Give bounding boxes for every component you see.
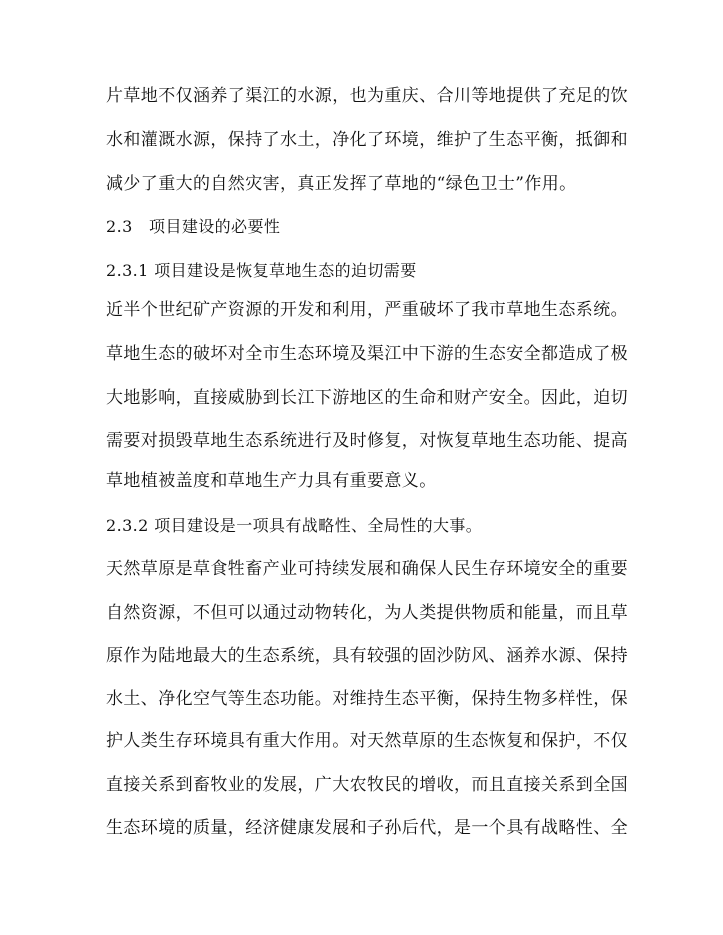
paragraph-line: 片草地不仅涵养了渠江的水源，也为重庆、合川等地提供了充足的饮: [106, 86, 628, 106]
paragraph-line: 水土、净化空气等生态功能。对维持生态平衡，保持生物多样性，保: [106, 689, 628, 709]
paragraph-line: 水和灌溉水源，保持了水土，净化了环境，维护了生态平衡，抵御和: [106, 130, 628, 150]
paragraph-line: 草地植被盖度和草地生产力具有重要意义。: [106, 471, 437, 491]
subsection-heading: 2.3.1 项目建设是恢复草地生态的迫切需要: [106, 261, 417, 280]
paragraph-line: 大地影响，直接威胁到长江下游地区的生命和财产安全。因此，迫切: [106, 388, 628, 408]
paragraph-line: 原作为陆地最大的生态系统，具有较强的固沙防风、涵养水源、保持: [106, 646, 628, 666]
paragraph-line: 草地生态的破坏对全市生态环境及渠江中下游的生态安全都造成了极: [106, 344, 628, 364]
paragraph-line: 近半个世纪矿产资源的开发和利用，严重破坏了我市草地生态系统。: [106, 300, 628, 320]
paragraph-line: 直接关系到畜牧业的发展，广大农牧民的增收，而且直接关系到全国: [106, 775, 628, 795]
paragraph-line: 护人类生存环境具有重大作用。对天然草原的生态恢复和保护，不仅: [106, 731, 628, 751]
paragraph-line: 生态环境的质量，经济健康发展和子孙后代，是一个具有战略性、全: [106, 818, 628, 838]
subsection-heading: 2.3.2 项目建设是一项具有战略性、全局性的大事。: [106, 516, 483, 535]
paragraph-line: 减少了重大的自然灾害，真正发挥了草地的“绿色卫士”作用。: [106, 174, 577, 194]
section-heading: 2.3 项目建设的必要性: [106, 217, 281, 236]
paragraph-line: 天然草原是草食牲畜产业可持续发展和确保人民生存环境安全的重要: [106, 559, 628, 579]
paragraph-line: 需要对损毁草地生态系统进行及时修复，对恢复草地生态功能、提高: [106, 431, 628, 451]
paragraph-line: 自然资源，不但可以通过动物转化，为人类提供物质和能量，而且草: [106, 603, 628, 623]
